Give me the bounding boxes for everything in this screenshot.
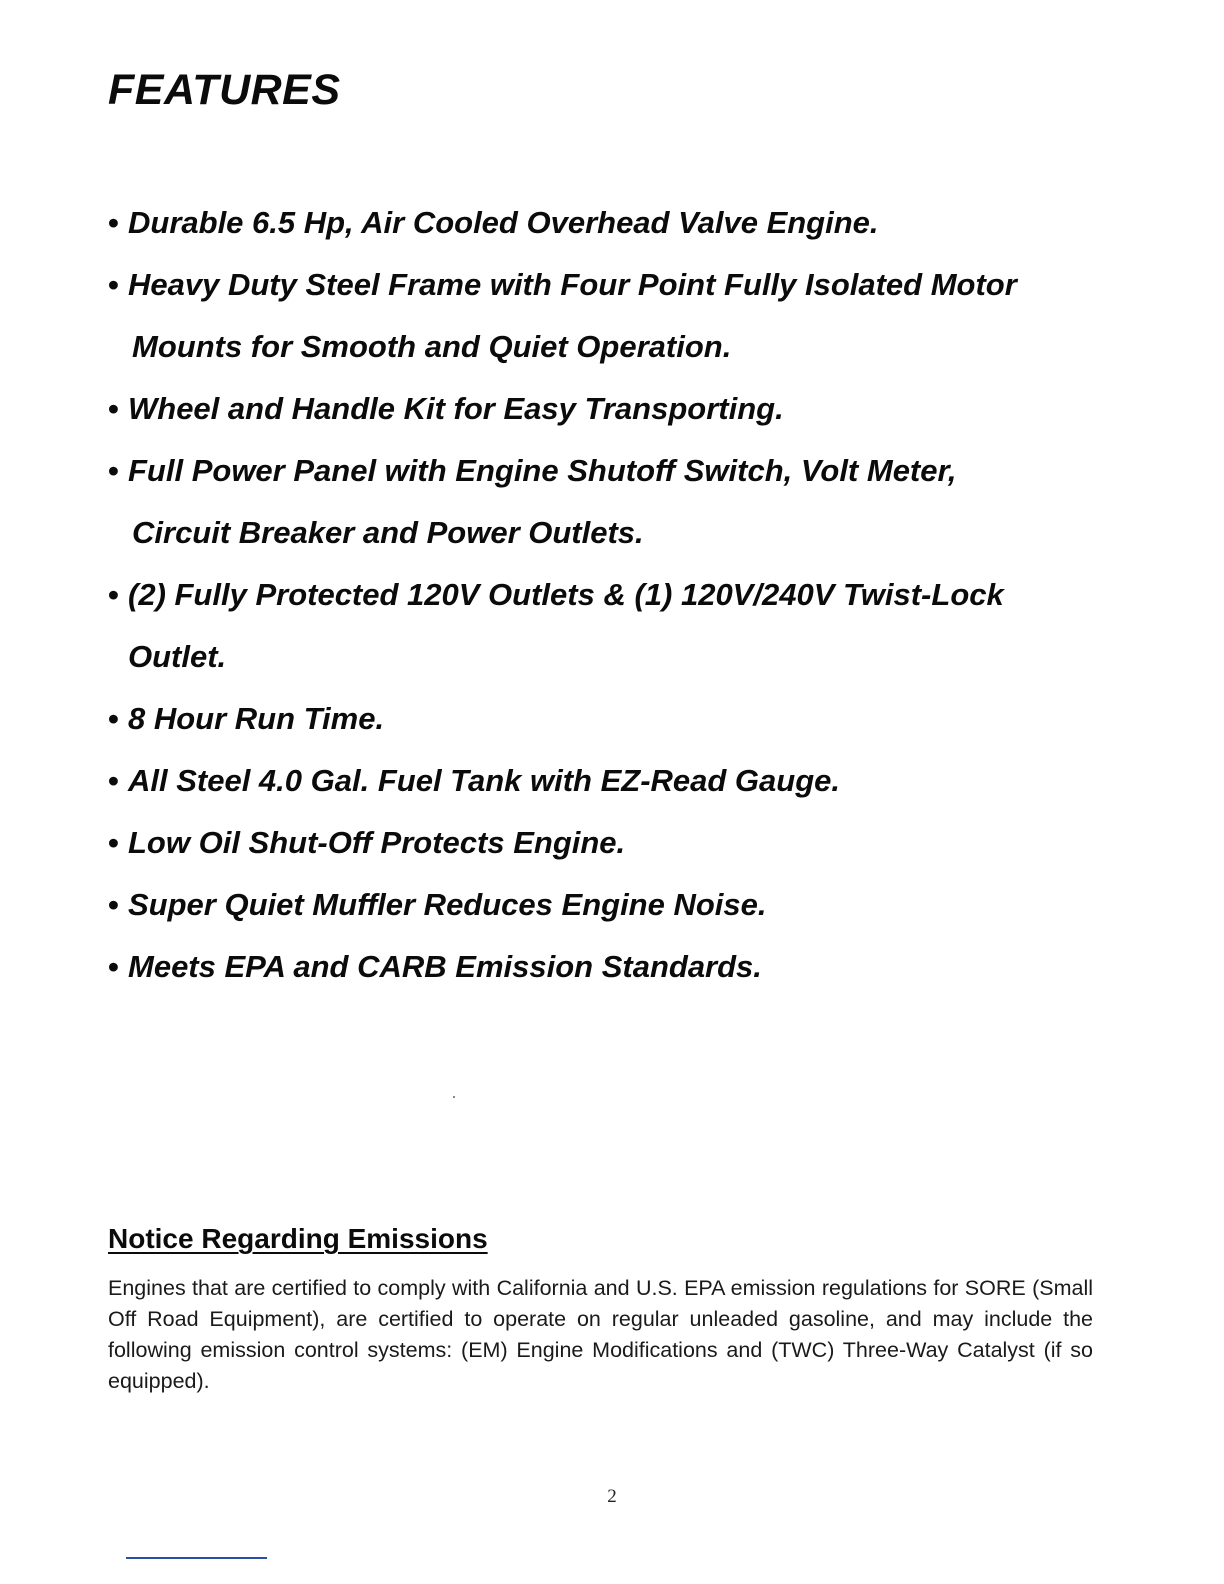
bullet-icon: • [108, 763, 119, 798]
feature-line: Full Power Panel with Engine Shutoff Switch, Volt Meter, [128, 453, 957, 488]
scan-speck [453, 1096, 455, 1098]
notice-heading: Notice Regarding Emissions [108, 1223, 488, 1254]
bullet-icon: • [108, 949, 119, 984]
feature-item [108, 750, 1128, 812]
feature-line: Durable 6.5 Hp, Air Cooled Overhead Valve Engine. [128, 205, 879, 240]
feature-line: 8 Hour Run Time. [128, 701, 385, 736]
notice-body: Engines that are certified to comply with California and U.S. EPA emission regulations for SORE (Small Off Road Equipment), are certified to operate on regular unleaded gasoline, and may include the following emission control systems: (EM) Engine Modifications and (TWC) Three-Way Catalyst (if so equipped). [108, 1276, 1093, 1393]
feature-line: Mounts for Smooth and Quiet Operation. [132, 329, 732, 364]
feature-item [108, 936, 1128, 998]
feature-line: Low Oil Shut-Off Protects Engine. [128, 825, 626, 860]
feature-item [108, 192, 1128, 254]
bullet-icon: • [108, 267, 119, 302]
bullet-icon: • [108, 453, 119, 488]
bullet-icon: • [108, 577, 119, 612]
feature-line: Meets EPA and CARB Emission Standards. [128, 949, 762, 984]
footer-rule [126, 1557, 267, 1559]
bullet-icon: • [108, 205, 119, 240]
bullet-icon: • [108, 391, 119, 426]
feature-item [108, 688, 1128, 750]
feature-item [108, 254, 1128, 378]
features-list [108, 192, 1128, 998]
feature-line: Wheel and Handle Kit for Easy Transporting. [128, 391, 784, 426]
bullet-icon: • [108, 887, 119, 922]
feature-item [108, 378, 1128, 440]
feature-line: (2) Fully Protected 120V Outlets & (1) 120V/240V Twist-Lock [128, 577, 1004, 612]
feature-line: Super Quiet Muffler Reduces Engine Noise. [128, 887, 767, 922]
feature-line: Circuit Breaker and Power Outlets. [132, 515, 644, 550]
feature-item [108, 440, 1128, 564]
feature-item [108, 564, 1128, 688]
feature-line: Heavy Duty Steel Frame with Four Point Fully Isolated Motor [128, 267, 1017, 302]
feature-item [108, 812, 1128, 874]
feature-line: Outlet. [128, 639, 227, 674]
bullet-icon: • [108, 701, 119, 736]
bullet-icon: • [108, 825, 119, 860]
feature-line: All Steel 4.0 Gal. Fuel Tank with EZ-Read Gauge. [128, 763, 841, 798]
page-title: FEATURES [108, 66, 341, 114]
feature-item [108, 874, 1128, 936]
page-number: 2 [607, 1486, 617, 1507]
